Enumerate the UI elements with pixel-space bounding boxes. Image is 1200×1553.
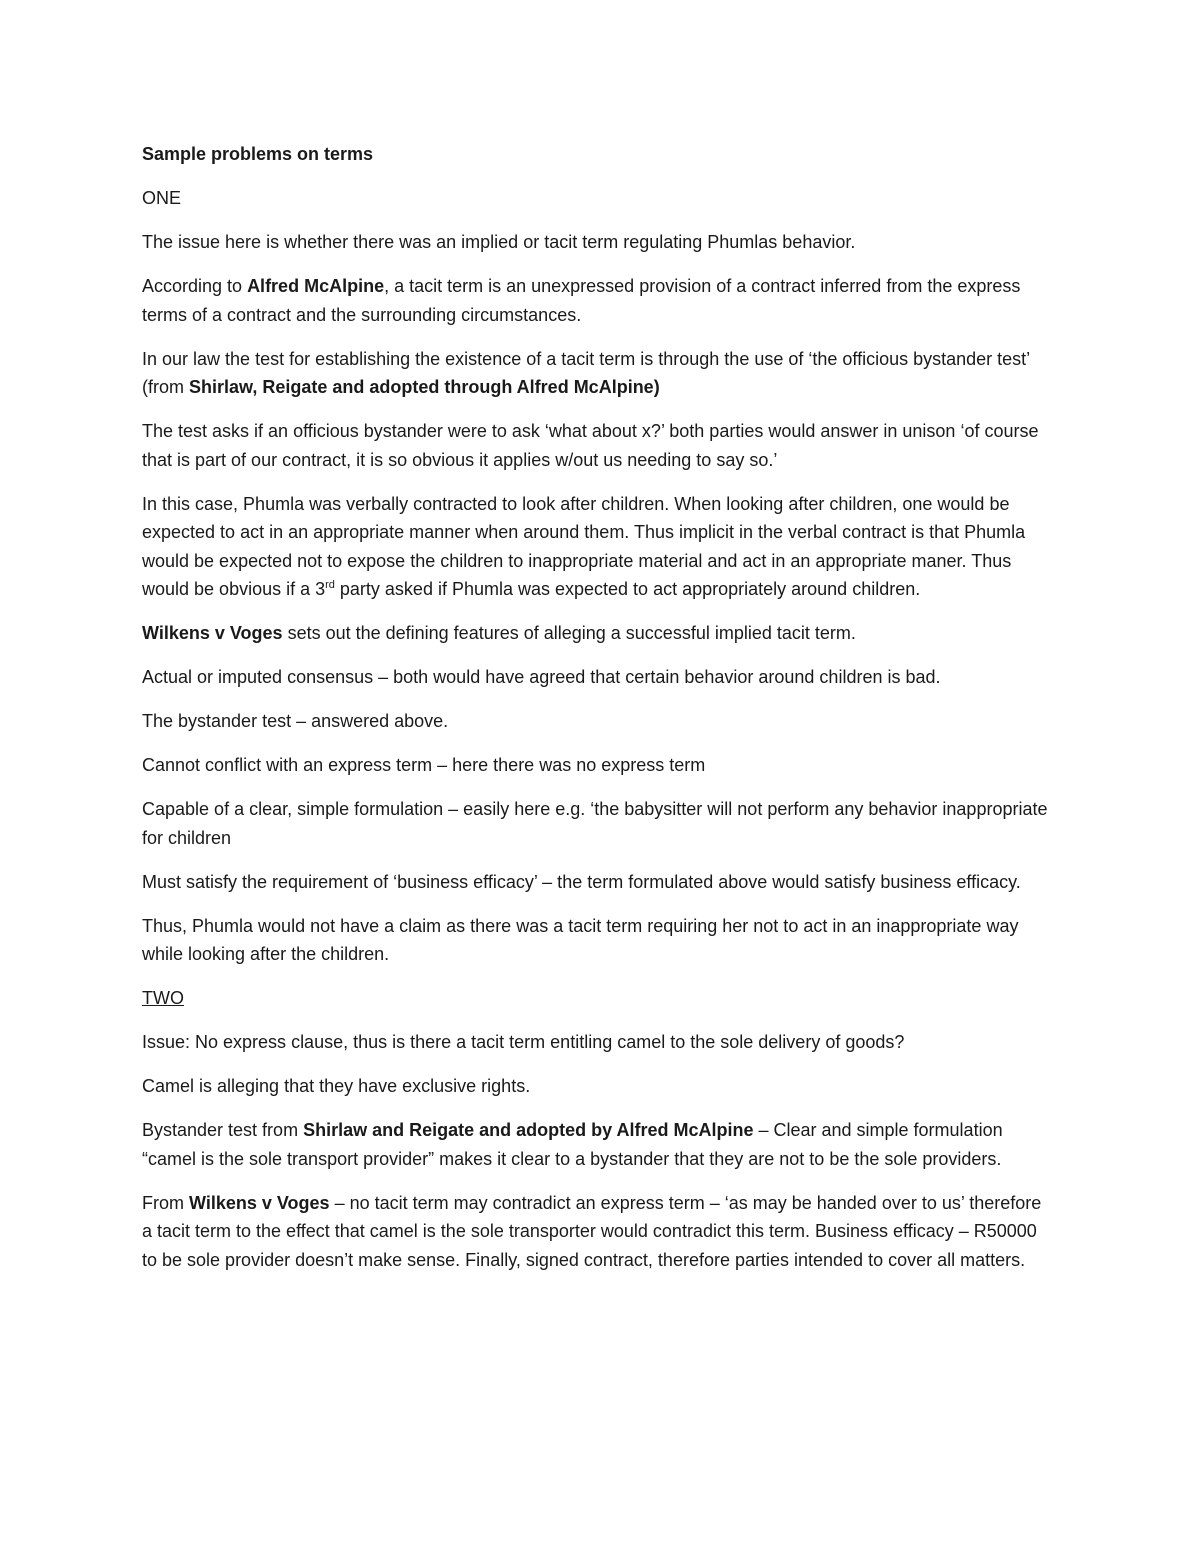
text-run: sets out the defining features of alleging a successful implied tacit term. [282, 623, 856, 643]
paragraph-two-bystander [142, 1116, 1054, 1173]
text-run: In our law the test for establishing the existence of a tacit term is through the use of ‘the officious bystander test’ (from [142, 348, 1030, 397]
section-one-heading: ONE [142, 188, 182, 208]
paragraph-one-bystander: The test asks if an officious bystander were to ask ‘what about x?’ both parties would answer in unison ‘of course that is part of our contract, it is so obvious it applies w/out us needing to say so.’ [142, 421, 1039, 470]
text-run: – Clear and simple formulation “camel is the sole transport provider” makes it clear to a bystander that they are not to be the sole providers. [142, 1120, 1003, 1169]
superscript-ordinal: rd [325, 579, 335, 591]
text-run: party asked if Phumla was expected to act appropriately around children. [334, 579, 921, 599]
paragraph-one-wilkens [142, 619, 1054, 648]
text-run: – no tacit term may contradict an express term – ‘as may be handed over to us’ therefore a tacit term to the effect that camel is the sole transporter would contradict this term. Business efficacy – R50000 to be sole provider doesn’t make sense. Finally, signed contract, therefore parties intended to cover all matters. [142, 1192, 1042, 1270]
text-run: , a tacit term is an unexpressed provision of a contract inferred from the express terms of a contract and the surrounding circumstances. [142, 276, 1021, 325]
paragraph-one-efficacy: Must satisfy the requirement of ‘business efficacy’ – the term formulated above would satisfy business efficacy. [142, 871, 1021, 892]
text-run: According to [142, 276, 248, 296]
text-run: In this case, Phumla was verbally contracted to look after children. When looking after children, one would be expected to act in an appropriate manner when around them. Thus implicit in the verbal contract is that Phumla would be expected not to expose the children to inappropriate material and act in an appropriate maner. Thus would be obvious if a 3 [142, 493, 1026, 599]
text-run: Bystander test from [142, 1120, 304, 1140]
paragraph-one-issue: The issue here is whether there was an implied or tacit term regulating Phumlas behavior. [142, 232, 856, 252]
paragraph-one-consensus: Actual or imputed consensus – both would have agreed that certain behavior around children is bad. [142, 667, 941, 687]
document-title: Sample problems on terms [142, 144, 374, 164]
paragraph-one-no-conflict: Cannot conflict with an express term – here there was no express term [142, 755, 706, 775]
paragraph-two-wilkens [142, 1189, 1054, 1275]
case-name-bold: Wilkens v Voges [189, 1192, 330, 1213]
paragraph-two-allegation: Camel is alleging that they have exclusive rights. [142, 1076, 531, 1096]
paragraph-one-formulation: Capable of a clear, simple formulation – easily here e.g. ‘the babysitter will not perform any behavior inappropriate for children [142, 799, 1048, 848]
case-name-bold: Alfred McAlpine [247, 276, 385, 296]
case-name-bold: Shirlaw and Reigate and adopted by Alfred McAlpine [303, 1120, 754, 1140]
paragraph-two-issue: Issue: No express clause, thus is there a tacit term entitling camel to the sole delivery of goods? [142, 1032, 905, 1052]
paragraph-one-test [142, 345, 1054, 402]
case-name-bold: Wilkens v Voges [142, 623, 283, 643]
paragraph-one-conclusion: Thus, Phumla would not have a claim as there was a tacit term requiring her not to act in an inappropriate way while looking after the children. [142, 915, 1019, 964]
paragraph-one-definition [142, 272, 1054, 329]
document-page [142, 140, 1054, 1290]
text-run: From [142, 1192, 189, 1213]
case-name-bold: Shirlaw, Reigate and adopted through Alfred McAlpine) [189, 377, 660, 397]
paragraph-one-application [142, 490, 1054, 604]
section-two-heading: TWO [142, 988, 184, 1008]
paragraph-one-bystander-answered: The bystander test – answered above. [142, 711, 449, 731]
